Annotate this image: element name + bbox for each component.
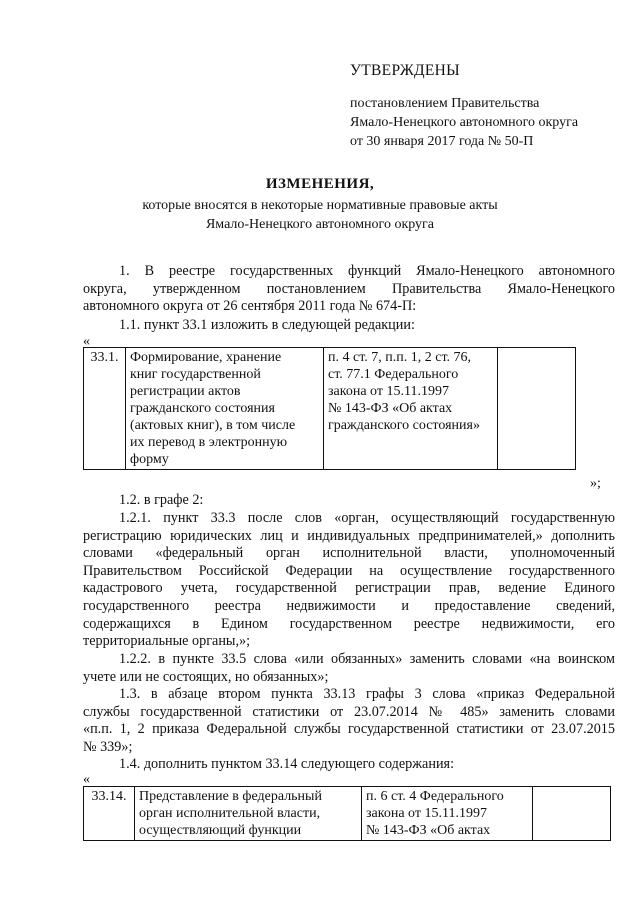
- paragraph-1-2-1: [83, 510, 615, 651]
- text-line: округа, утвержденном постановлением Правительства Ямало-Ненецкого: [83, 280, 615, 297]
- cell-line: книг государственной: [130, 367, 261, 382]
- paragraph-1-4: [83, 756, 615, 774]
- subtitle-line: которые вносятся в некоторые нормативные правовые акты: [142, 198, 498, 213]
- cell-line: п. 4 ст. 7, п.п. 1, 2 ст. 76,: [328, 350, 472, 365]
- text-line: содержащихся в Едином государственном реестре недвижимости, его: [83, 615, 615, 632]
- text-line: учете или не состоящих, но обязанных»;: [83, 668, 329, 685]
- registry-table-2: [83, 786, 611, 841]
- open-quote: «: [83, 334, 90, 349]
- text-line: 1.2. в графе 2:: [119, 492, 204, 508]
- empty-cell: [533, 787, 611, 841]
- legal-basis-cell: [362, 787, 533, 841]
- cell-line: гражданского состояния: [130, 401, 275, 416]
- text-line: «п.п. 1, 2 приказа Федеральной службы государственной статистики от 23.07.2015: [83, 721, 615, 738]
- cell-line: № 143-ФЗ «Об актах: [366, 823, 491, 838]
- text-line: кадастрового учета, государственной регистрации прав, ведение Единого: [83, 580, 615, 597]
- approval-line: от 30 января 2017 года № 50-П: [350, 134, 534, 149]
- approval-reference: [350, 94, 578, 151]
- approval-line: постановлением Правительства: [350, 96, 540, 111]
- function-name-cell: [126, 348, 324, 470]
- table-row: [84, 787, 611, 841]
- text-line: 1.1. пункт 33.1 изложить в следующей редакции:: [119, 317, 415, 333]
- cell-line: ст. 77.1 Федерального: [328, 367, 459, 382]
- text-line: 1.3. в абзаце втором пункта 33.13 графы 3 слова «приказ Федеральной: [119, 686, 615, 702]
- paragraph-1-3: [83, 686, 615, 756]
- empty-cell: [498, 348, 576, 470]
- cell-line: гражданского состояния»: [328, 418, 480, 433]
- cell-line: № 143-ФЗ «Об актах: [328, 401, 453, 416]
- approval-line: Ямало-Ненецкого автономного округа: [350, 115, 579, 130]
- row-number: 33.1.: [84, 348, 126, 470]
- cell-line: Представление в федеральный: [139, 789, 322, 804]
- cell-line: регистрации актов: [130, 384, 241, 399]
- close-quote: »;: [590, 476, 601, 491]
- paragraph-1-2: [83, 492, 615, 510]
- paragraph-1-2-2: [83, 651, 615, 686]
- text-line: 1.4. дополнить пунктом 33.14 следующего содержания:: [119, 756, 455, 772]
- cell-line: (актовых книг), в том числе: [130, 418, 296, 433]
- text-line: регистрацию юридических лиц и индивидуальных предпринимателей,» дополнить: [83, 527, 615, 544]
- cell-line: закона от 15.11.1997: [366, 806, 487, 821]
- text-line: 1.2.1. пункт 33.3 после слов «орган, осуществляющий государственную: [119, 510, 615, 526]
- document-title: ИЗМЕНЕНИЯ,: [265, 176, 375, 192]
- open-quote: «: [83, 772, 90, 787]
- text-line: 1.2.2. в пункте 33.5 слова «или обязанных» заменить словами «на воинском: [119, 651, 615, 667]
- document-subtitle: [0, 196, 640, 234]
- cell-line: их перевод в электронную: [130, 435, 288, 450]
- text-line: словами «федеральный орган исполнительной власти, уполномоченный: [83, 545, 615, 562]
- paragraph-1: [83, 263, 615, 316]
- cell-line: форму: [130, 452, 169, 467]
- text-line: службы государственной статистики от 23.07.2014 № 485» заменить словами: [83, 703, 615, 720]
- function-name-cell: [135, 787, 362, 841]
- cell-line: Формирование, хранение: [130, 350, 282, 365]
- text-line: территориальные органы,»;: [83, 633, 251, 650]
- text-line: государственного реестра недвижимости и предоставление сведений,: [83, 597, 615, 614]
- table-row: [84, 348, 576, 470]
- registry-table-1: [83, 347, 576, 470]
- cell-line: п. 6 ст. 4 Федерального: [366, 789, 504, 804]
- legal-basis-cell: [324, 348, 498, 470]
- subtitle-line: Ямало-Ненецкого автономного округа: [205, 217, 435, 232]
- text-line: № 339»;: [83, 738, 133, 755]
- text-line: Правительством Российской Федерации на осуществление государственного: [83, 562, 615, 579]
- cell-line: орган исполнительной власти,: [139, 806, 321, 821]
- text-line: 1. В реестре государственных функций Ямало-Ненецкого автономного: [119, 263, 615, 279]
- paragraph-1-1: [83, 317, 615, 335]
- cell-line: закона от 15.11.1997: [328, 384, 449, 399]
- cell-line: осуществляющий функции: [139, 823, 302, 838]
- text-line: автономного округа от 26 сентября 2011 года № 674-П:: [83, 298, 417, 315]
- approved-heading: УТВЕРЖДЕНЫ: [350, 62, 460, 79]
- row-number: 33.14.: [84, 787, 135, 841]
